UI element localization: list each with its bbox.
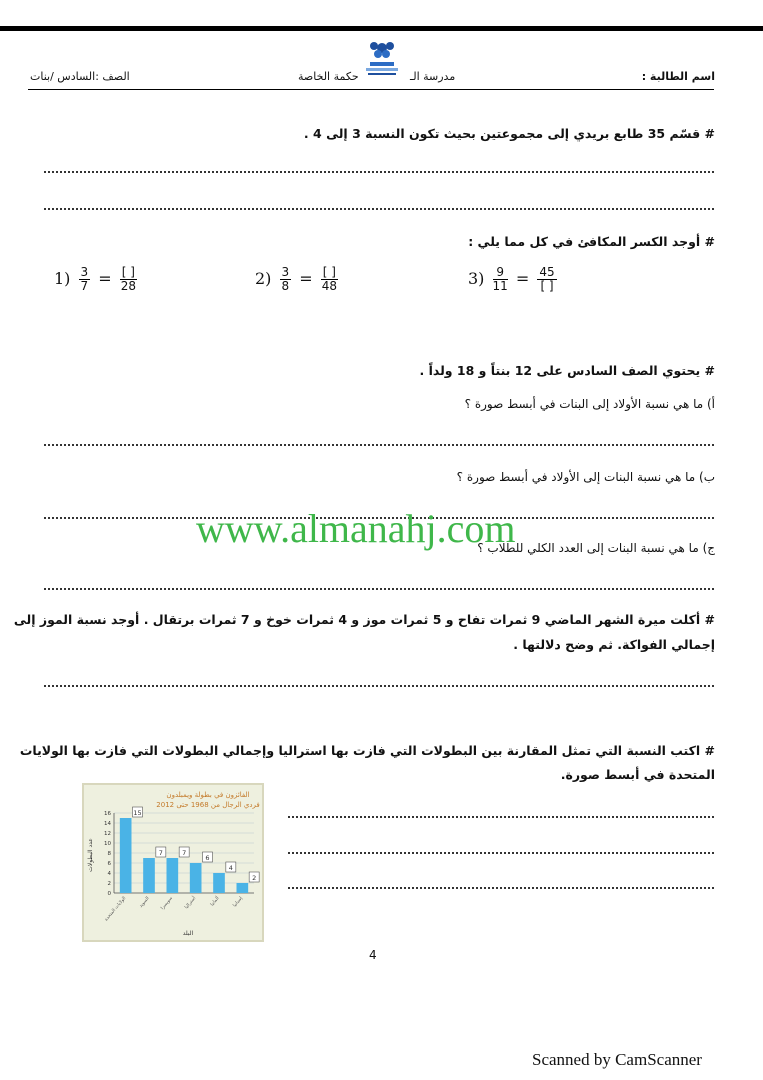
chart-bar: [167, 858, 179, 893]
y-tick-label: 14: [104, 821, 111, 827]
x-tick-label: ألمانيا: [209, 896, 221, 908]
school-label: مدرسة الـ: [410, 70, 456, 83]
fraction-denominator: 8: [281, 279, 290, 293]
x-tick-label: إسبانيا: [232, 896, 244, 909]
fraction-numerator: 9: [493, 266, 508, 280]
question-3a: أ) ما هي نسبة الأولاد إلى البنات في أبسط صورة ؟: [464, 397, 715, 411]
question-3b: ب) ما هي نسبة البنات إلى الأولاد في أبسط صورة ؟: [456, 470, 715, 484]
y-tick-label: 4: [107, 871, 111, 877]
class-label: الصف :السادس /بنات: [30, 70, 130, 83]
answer-line: [44, 684, 714, 687]
answer-line: [44, 207, 714, 210]
fraction-numerator: [ ]: [121, 265, 135, 279]
x-tick-label: السويد: [138, 896, 151, 909]
y-tick-label: 12: [104, 831, 111, 837]
data-label: 2: [252, 874, 257, 882]
data-label: 7: [158, 849, 163, 857]
question-2: # أوجد الكسر المكافئ في كل مما يلي :: [468, 234, 715, 249]
y-tick-label: 8: [107, 851, 111, 857]
fraction-item-3: 3) $\frac{9}{11}$ = $\frac{45}{[ ]}$: [468, 265, 555, 293]
x-tick-label: أستراليا: [184, 896, 198, 911]
chart-bar: [213, 873, 225, 893]
question-3: # يحتوي الصف السادس على 12 بنتاً و 18 ولداً .: [419, 363, 715, 378]
x-tick-label: سويسرا: [160, 896, 174, 911]
chart-bar: [143, 858, 155, 893]
answer-line: [288, 886, 714, 889]
chart-subtitle: فردي الرجال من 1968 حتى 2012: [156, 801, 260, 809]
fraction-item-2: 2) $\frac{3}{8}$ = $\frac{[ ]}{48}$: [255, 265, 337, 293]
y-tick-label: 16: [104, 811, 111, 817]
fraction-numerator: 3: [80, 265, 89, 279]
school-logo: [360, 38, 404, 80]
bar-chart: [84, 785, 262, 940]
top-border: [0, 26, 763, 31]
question-4-line-1: # أكلت ميرة الشهر الماضي 9 ثمرات تفاح و 5 ثمرات موز و 4 ثمرات خوخ و 7 ثمرات برتقال . أوجد نسبة الموز إلى: [13, 612, 715, 627]
chart-xlabel: البلد: [182, 930, 194, 937]
data-label: 7: [182, 849, 187, 857]
fraction-denominator: 11: [492, 279, 508, 293]
answer-line: [288, 815, 714, 818]
x-tick-label: الولايات المتحدة: [104, 896, 128, 923]
item-label: 1): [54, 269, 71, 288]
fraction-numerator: 3: [281, 265, 290, 279]
fraction-numerator: [ ]: [322, 265, 336, 279]
answer-line: [44, 587, 714, 590]
chart-ylabel: عدد البطولات: [87, 838, 94, 872]
data-label: 6: [205, 854, 210, 862]
question-1: # قسّم 35 طابع بريدي إلى مجموعتين بحيث تكون النسبة 3 إلى 4 .: [303, 126, 715, 141]
chart-bar: [120, 818, 132, 893]
question-4-line-2: إجمالي الفواكة. ثم وضح دلالتها .: [513, 637, 715, 652]
fraction-denominator: 28: [120, 279, 136, 293]
question-3c: ج) ما هي نسبة البنات إلى العدد الكلي للطلاب ؟: [477, 541, 715, 555]
student-name-label: اسم الطالبة :: [641, 70, 715, 83]
question-5-line-2: المتحدة في أبسط صورة.: [560, 767, 715, 782]
item-label: 2): [255, 269, 272, 288]
y-tick-label: 2: [107, 881, 111, 887]
chart-bar: [237, 883, 249, 893]
data-label: 15: [133, 809, 142, 817]
header-divider: [28, 89, 714, 90]
item-label: 3): [468, 269, 485, 288]
school-name: حكمة الخاصة: [298, 70, 359, 83]
question-5-line-1: # اكتب النسبة التي تمثل المقارنة بين البطولات التي فازت بها استراليا وإجمالي البطولات التي فازت بها الولايات: [19, 743, 715, 758]
y-tick-label: 10: [104, 841, 111, 847]
fraction-denominator: 7: [80, 279, 89, 293]
chart-title: الفائزون في بطولة ويمبلدون: [166, 791, 250, 799]
fraction-denominator: 48: [321, 279, 337, 293]
y-tick-label: 0: [107, 891, 111, 897]
scanner-label: Scanned by CamScanner: [532, 1050, 702, 1069]
y-tick-label: 6: [107, 861, 111, 867]
answer-line: [44, 443, 714, 446]
chart-bar: [190, 863, 202, 893]
fraction-item-1: 1) $\frac{3}{7}$ = $\frac{[ ]}{28}$: [54, 265, 136, 293]
answer-line: [288, 851, 714, 854]
fraction-denominator: [ ]: [540, 279, 554, 293]
fraction-numerator: 45: [539, 265, 555, 279]
wimbledon-chart: [82, 783, 264, 942]
data-label: 4: [228, 864, 233, 872]
watermark: www.almanahj.com: [196, 506, 516, 551]
page-number: 4: [369, 948, 377, 962]
answer-line: [44, 170, 714, 173]
